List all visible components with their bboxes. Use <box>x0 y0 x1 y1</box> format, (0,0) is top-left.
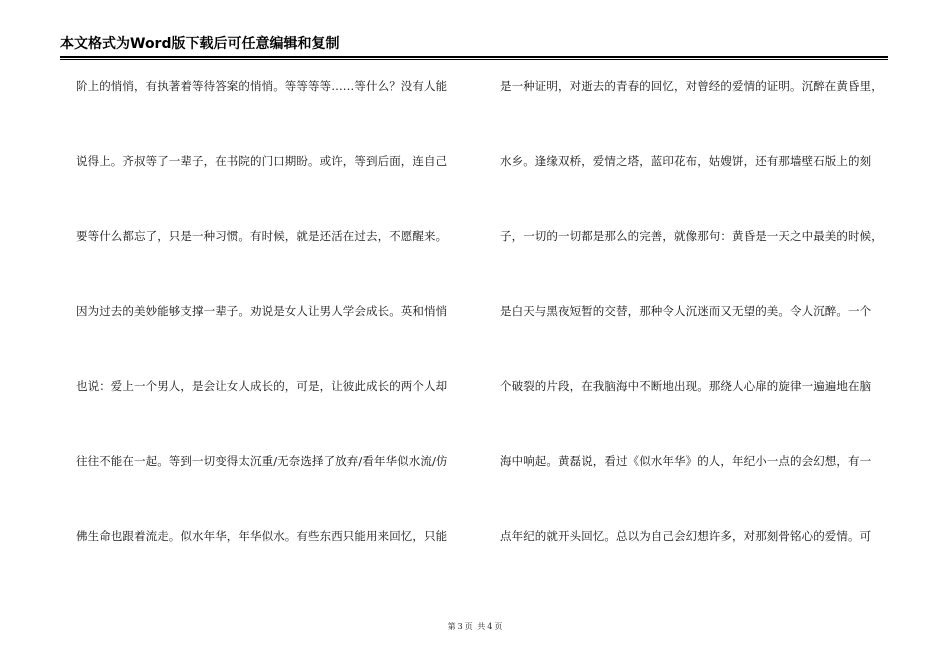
left-text-line: 要等什么都忘了，只是一种习惯。有时候，就是还活在过去，不愿醒来。 <box>76 229 448 243</box>
right-text-line: 海中响起。黄磊说，看过《似水年华》的人，年纪小一点的会幻想，有一 <box>500 454 872 468</box>
right-text-line: 点年纪的就开头回忆。总以为自己会幻想许多，对那刻骨铭心的爱情。可 <box>500 529 872 543</box>
right-text-line: 是白天与黑夜短暂的交替，那种令人沉迷而又无望的美。令人沉醉。一个 <box>500 304 872 318</box>
footer-page-word: 页 <box>464 622 473 631</box>
left-text-line: 阶上的悄悄，有执著着等待答案的悄悄。等等等等……等什么？没有人能 <box>76 79 448 93</box>
page-number-footer <box>0 621 950 632</box>
footer-total-suffix: 页 <box>494 622 503 631</box>
footer-current-page: 3 <box>457 622 463 631</box>
right-text-line: 个破裂的片段，在我脑海中不断地出现。那绕人心扉的旋律一遍遍地在脑 <box>500 379 872 393</box>
document-header: 本文格式为Word版下载后可任意编辑和复制 <box>60 36 340 52</box>
footer-total-prefix: 共 <box>477 622 486 631</box>
right-text-line: 子，一切的一切都是那么的完善，就像那句：黄昏是一天之中最美的时候， <box>500 229 883 243</box>
left-text-line: 佛生命也跟着流走。似水年华，年华似水。有些东西只能用来回忆，只能 <box>76 529 448 543</box>
left-text-line: 也说：爱上一个男人，是会让女人成长的，可是，让彼此成长的两个人却 <box>76 379 448 393</box>
header-rule-thin <box>60 59 888 60</box>
right-text-line: 是一种证明，对逝去的青春的回忆，对曾经的爱情的证明。沉醉在黄昏里， <box>500 79 883 93</box>
left-text-line: 说得上。齐叔等了一辈子，在书院的门口期盼。或许，等到后面，连自己 <box>76 154 448 168</box>
left-text-line: 往往不能在一起。等到一切变得太沉重/无奈选择了放弃/看年华似水流/仿 <box>76 454 448 468</box>
header-rule-thick <box>60 56 888 58</box>
footer-prefix: 第 <box>447 622 456 631</box>
footer-total-pages: 4 <box>487 622 493 631</box>
right-text-line: 水乡。逢缘双桥，爱情之塔，蓝印花布，姑嫂饼，还有那墙壁石版上的刻 <box>500 154 872 168</box>
left-text-line: 因为过去的美妙能够支撑一辈子。劝说是女人让男人学会成长。英和悄悄 <box>76 304 448 318</box>
